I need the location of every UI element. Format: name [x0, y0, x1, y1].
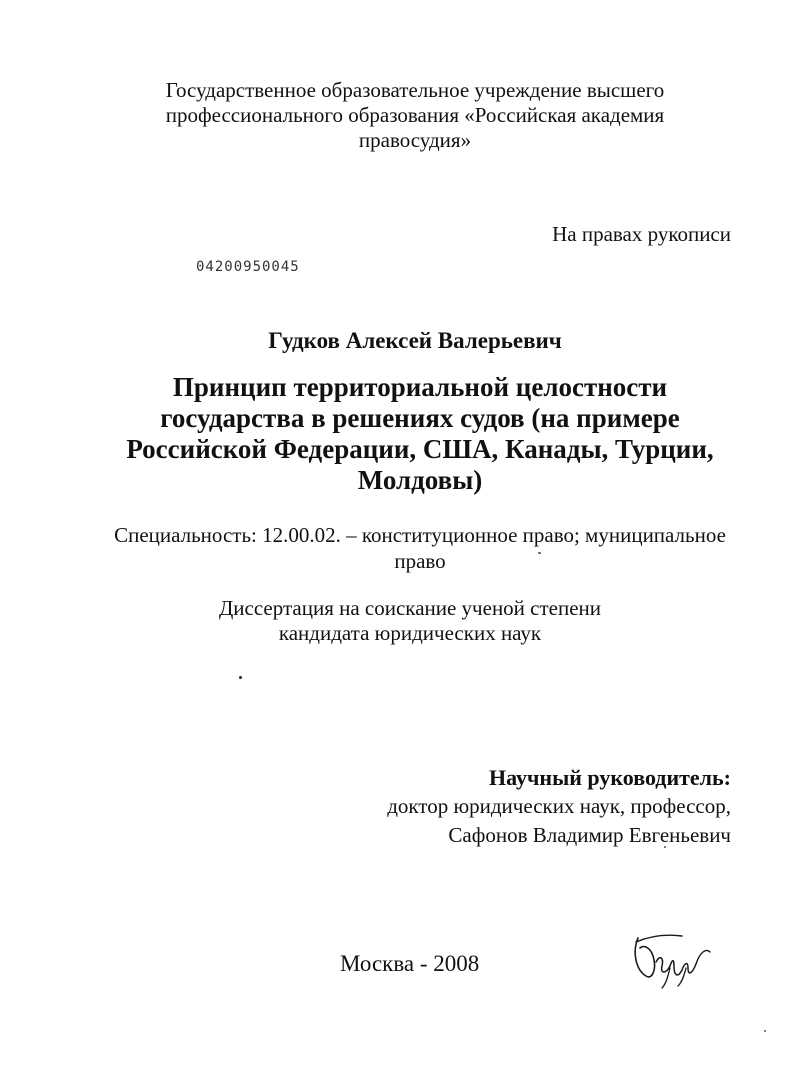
institution-line-3: правосудия»	[358, 128, 472, 152]
dissertation-line-1: Диссертация на соискание ученой степени	[218, 596, 602, 620]
scan-speck	[538, 552, 541, 554]
title-line-3: Российской Федерации, США, Канады, Турции,	[126, 434, 714, 464]
institution-line-2: профессионального образования «Российская академия	[165, 103, 665, 127]
scientific-supervisor	[387, 763, 731, 850]
manuscript-note: На правах рукописи	[552, 222, 731, 246]
institution-line-1: Государственное образовательное учреждение высшего	[165, 78, 665, 102]
author-name: Гудков Алексей Валерьевич	[268, 328, 562, 353]
handwritten-signature-icon	[626, 930, 716, 990]
scan-speck	[239, 676, 242, 679]
supervisor-name: Сафонов Владимир Евгеньевич	[448, 823, 731, 847]
dissertation-title	[100, 372, 740, 496]
scan-speck	[764, 1030, 766, 1032]
title-line-2: государства в решениях судов (на примере	[160, 403, 680, 433]
specialty-line-2: право	[394, 549, 446, 573]
title-line-1: Принцип территориальной целостности	[172, 372, 668, 402]
title-line-4: Молдовы)	[357, 465, 483, 495]
specialty	[90, 522, 750, 574]
supervisor-degree: доктор юридических наук, профессор,	[387, 794, 731, 818]
dissertation-line-2: кандидата юридических наук	[278, 621, 542, 645]
supervisor-heading: Научный руководитель:	[489, 765, 731, 790]
city-year: Москва - 2008	[340, 951, 480, 976]
specialty-line-1: Специальность: 12.00.02. – конституционное право; муниципальное	[114, 523, 726, 547]
catalog-code: 04200950045	[196, 259, 300, 275]
dissertation-degree	[90, 596, 730, 646]
institution-name	[100, 78, 730, 153]
